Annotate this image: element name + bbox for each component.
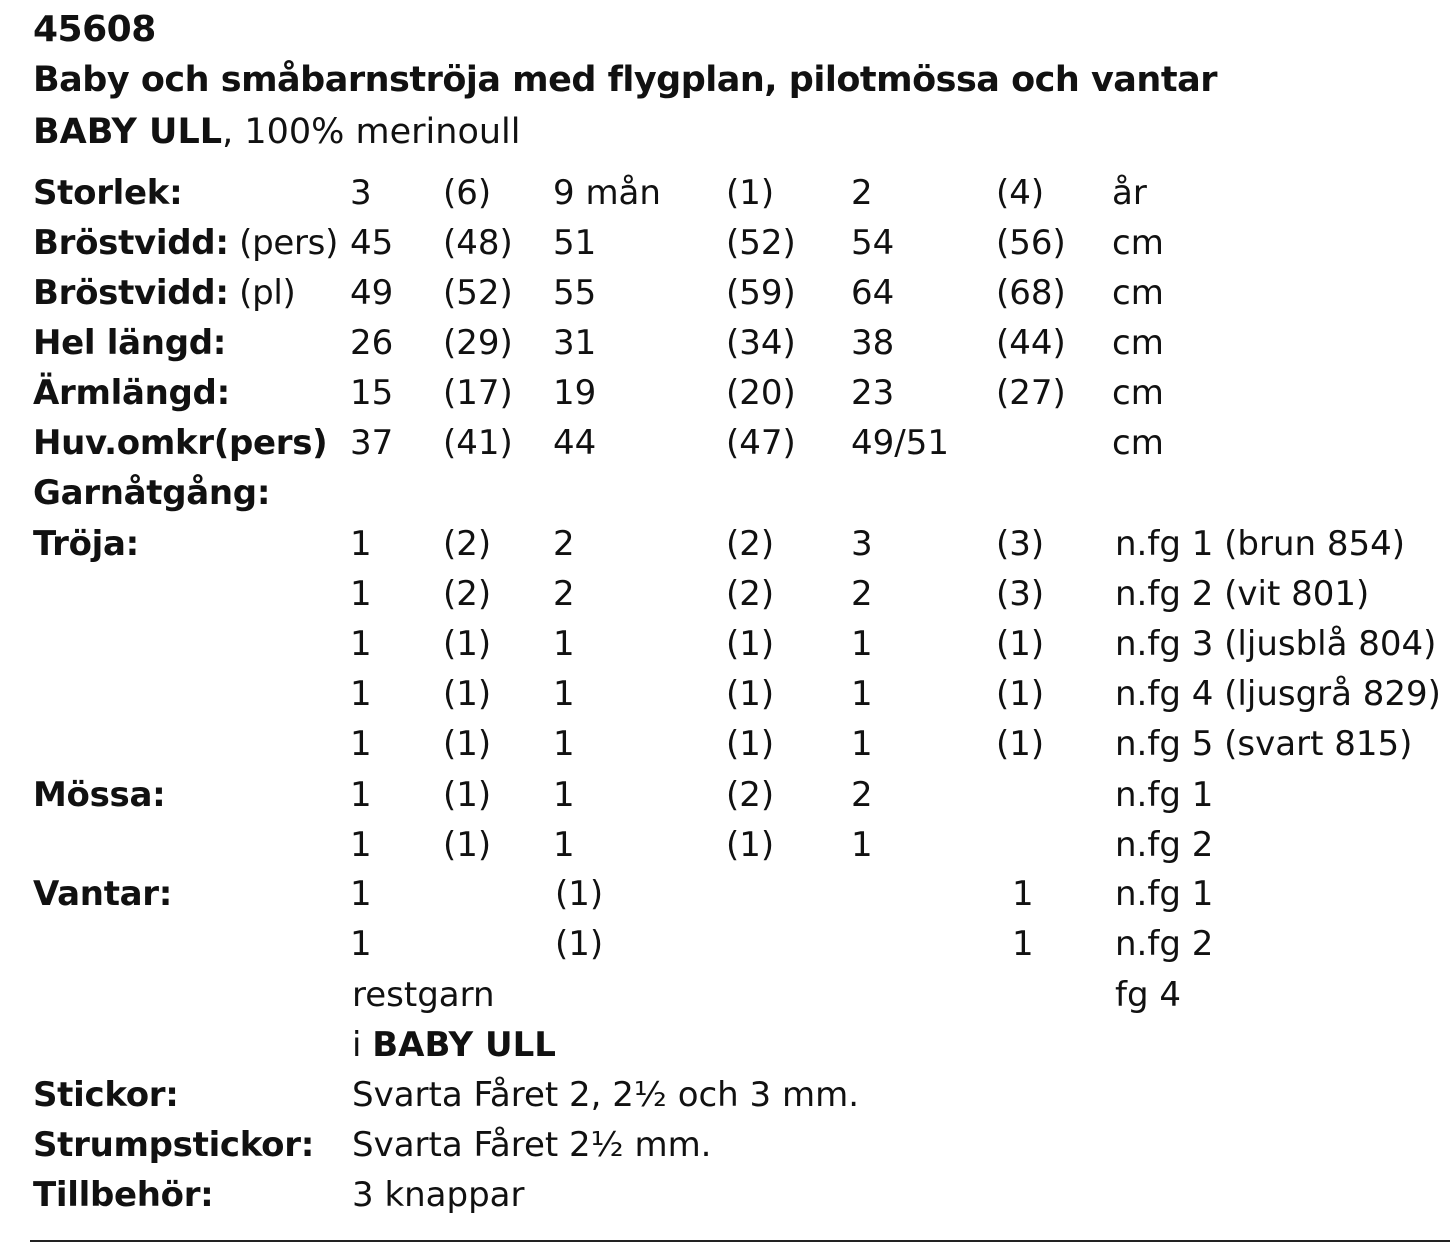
hat-yarn-row xyxy=(0,770,1455,820)
measure-value: 15 xyxy=(350,373,394,413)
yarn-color: n.fg 1 xyxy=(1115,775,1214,815)
yarn-amount: 1 xyxy=(350,775,372,815)
row-label: Tillbehör: xyxy=(33,1175,214,1215)
row-label: Huv.omkr(pers) xyxy=(33,423,328,463)
yarn-amount: 1 xyxy=(553,674,575,714)
measure-value: 23 xyxy=(851,373,895,413)
size-value: (4) xyxy=(996,173,1045,213)
row-label-sub: (pl) xyxy=(228,273,296,313)
yarn-amount: (1) xyxy=(726,825,775,865)
notions-row xyxy=(0,1170,1455,1220)
yarn-amount: 1 xyxy=(350,574,372,614)
unit: cm xyxy=(1112,423,1164,463)
sweater-yarn-row xyxy=(0,519,1455,569)
mittens-yarn-row xyxy=(0,919,1455,969)
measure-value: 31 xyxy=(553,323,597,363)
yarn-amount: (1) xyxy=(443,775,492,815)
unit: cm xyxy=(1112,223,1164,263)
measure-value: (29) xyxy=(443,323,513,363)
row-label: Tröja: xyxy=(33,524,139,564)
pattern-number: 45608 xyxy=(33,9,156,50)
yarn-amount: 1 xyxy=(1012,874,1034,914)
size-row xyxy=(0,168,1455,218)
row-label: Strumpstickor: xyxy=(33,1125,314,1165)
yarn-amount: 1 xyxy=(851,724,873,764)
measure-value: 19 xyxy=(553,373,597,413)
row-label xyxy=(33,218,338,268)
yarn-amount: (1) xyxy=(443,724,492,764)
yarn-amount: 1 xyxy=(553,624,575,664)
unit: cm xyxy=(1112,273,1164,313)
yarn-amount: (1) xyxy=(555,924,604,964)
measure-value: 26 xyxy=(350,323,394,363)
size-value: 3 xyxy=(350,173,372,213)
yarn-color: n.fg 4 (ljusgrå 829) xyxy=(1115,674,1441,714)
measure-value: (56) xyxy=(996,223,1066,263)
yarn-color: n.fg 2 xyxy=(1115,825,1214,865)
measure-value: 44 xyxy=(553,423,597,463)
unit: år xyxy=(1112,173,1147,213)
yarn-amount: (1) xyxy=(996,674,1045,714)
yarn-amount: 3 xyxy=(851,524,873,564)
yarn-amount: (1) xyxy=(555,874,604,914)
measure-value: (48) xyxy=(443,223,513,263)
yarn-name: BABY ULL xyxy=(33,112,223,152)
measure-value: (27) xyxy=(996,373,1066,413)
measure-value: (20) xyxy=(726,373,796,413)
yarn-amount: (3) xyxy=(996,524,1045,564)
sweater-yarn-row xyxy=(0,719,1455,769)
head-circumference-row xyxy=(0,418,1455,468)
yarn-amount: (2) xyxy=(726,574,775,614)
measure-value: 64 xyxy=(851,273,895,313)
yarn-amount: 1 xyxy=(553,724,575,764)
brand-name: BABY ULL xyxy=(372,1025,556,1065)
yarn-amount: (1) xyxy=(996,624,1045,664)
yarn-amount: (1) xyxy=(443,674,492,714)
measure-value: (68) xyxy=(996,273,1066,313)
yarn-line xyxy=(33,110,521,154)
yarn-amount: 1 xyxy=(851,825,873,865)
yarn-amount: (2) xyxy=(726,775,775,815)
needles-row xyxy=(0,1070,1455,1120)
unit: cm xyxy=(1112,373,1164,413)
yarn-amount: 1 xyxy=(851,674,873,714)
yarn-color: n.fg 1 (brun 854) xyxy=(1115,524,1406,564)
chest-worn-row xyxy=(0,218,1455,268)
yarn-color: n.fg 2 xyxy=(1115,924,1214,964)
dpn-row xyxy=(0,1120,1455,1170)
yarn-amount: 2 xyxy=(851,574,873,614)
yarn-amount: 1 xyxy=(350,874,372,914)
sweater-yarn-row xyxy=(0,619,1455,669)
yarn-amount: 1 xyxy=(350,825,372,865)
measure-value: (44) xyxy=(996,323,1066,363)
yarn-amount: 1 xyxy=(1012,924,1034,964)
yarn-color: n.fg 3 (ljusblå 804) xyxy=(1115,624,1437,664)
row-label xyxy=(33,268,296,318)
hat-yarn-row xyxy=(0,820,1455,870)
leftover-yarn-row xyxy=(0,970,1455,1020)
notions-value: 3 knappar xyxy=(352,1175,525,1215)
mittens-yarn-row xyxy=(0,869,1455,919)
size-value: 2 xyxy=(851,173,873,213)
in-text: i xyxy=(352,1025,373,1065)
row-label-main: Bröstvidd: xyxy=(33,223,229,263)
total-length-row xyxy=(0,318,1455,368)
leftover-yarn-brand-row xyxy=(0,1020,1455,1070)
measure-value: 49/51 xyxy=(851,423,949,463)
yarn-color: fg 4 xyxy=(1115,975,1181,1015)
yarn-amount: 1 xyxy=(851,624,873,664)
measure-value: 37 xyxy=(350,423,394,463)
measure-value: 45 xyxy=(350,223,394,263)
measure-value: 49 xyxy=(350,273,394,313)
yarn-amount: 2 xyxy=(553,524,575,564)
yarn-amount: 1 xyxy=(553,775,575,815)
yarn-amount: (1) xyxy=(443,825,492,865)
pattern-title: Baby och småbarnströja med flygplan, pilotmössa och vantar xyxy=(33,60,1217,100)
yarn-amount: (1) xyxy=(726,624,775,664)
sleeve-length-row xyxy=(0,368,1455,418)
leftover-yarn-text: restgarn xyxy=(352,975,495,1015)
row-label-main: Bröstvidd: xyxy=(33,273,229,313)
yarn-amount: 1 xyxy=(350,624,372,664)
yarn-amount: 1 xyxy=(350,924,372,964)
yarn-amount: 1 xyxy=(350,524,372,564)
yarn-amount: 2 xyxy=(553,574,575,614)
row-label: Vantar: xyxy=(33,874,173,914)
yarn-amount: (2) xyxy=(443,524,492,564)
size-value: (6) xyxy=(443,173,492,213)
measure-value: (41) xyxy=(443,423,513,463)
yarn-amount: (2) xyxy=(726,524,775,564)
size-value: (1) xyxy=(726,173,775,213)
measure-value: 51 xyxy=(553,223,597,263)
yarn-amount: (1) xyxy=(726,724,775,764)
measure-value: 55 xyxy=(553,273,597,313)
row-label: Mössa: xyxy=(33,775,166,815)
measure-value: (34) xyxy=(726,323,796,363)
needles-value: Svarta Fåret 2, 2½ och 3 mm. xyxy=(352,1075,860,1115)
measure-value: 54 xyxy=(851,223,895,263)
yarn-description: , 100% merinoull xyxy=(222,112,521,152)
dpn-value: Svarta Fåret 2½ mm. xyxy=(352,1125,712,1165)
measure-value: 38 xyxy=(851,323,895,363)
bottom-divider xyxy=(30,1240,1450,1242)
measure-value: (52) xyxy=(443,273,513,313)
unit: cm xyxy=(1112,323,1164,363)
row-label: Stickor: xyxy=(33,1075,179,1115)
yarn-amount: (3) xyxy=(996,574,1045,614)
yarn-amount: (1) xyxy=(726,674,775,714)
row-label: Ärmlängd: xyxy=(33,373,230,413)
chest-garment-row xyxy=(0,268,1455,318)
yarn-amount: (2) xyxy=(443,574,492,614)
measure-value: (17) xyxy=(443,373,513,413)
yarn-amount: 1 xyxy=(553,825,575,865)
measure-value: (47) xyxy=(726,423,796,463)
leftover-yarn-brand xyxy=(352,1020,556,1070)
yarn-amount: 2 xyxy=(851,775,873,815)
yarn-amount: 1 xyxy=(350,724,372,764)
yarn-heading: Garnåtgång: xyxy=(33,473,271,513)
yarn-color: n.fg 5 (svart 815) xyxy=(1115,724,1413,764)
yarn-color: n.fg 2 (vit 801) xyxy=(1115,574,1370,614)
sweater-yarn-row xyxy=(0,669,1455,719)
sweater-yarn-row xyxy=(0,569,1455,619)
row-label: Storlek: xyxy=(33,173,183,213)
size-value: 9 mån xyxy=(553,173,661,213)
yarn-heading-row xyxy=(0,468,1455,518)
yarn-color: n.fg 1 xyxy=(1115,874,1214,914)
yarn-amount: (1) xyxy=(443,624,492,664)
row-label: Hel längd: xyxy=(33,323,227,363)
yarn-amount: 1 xyxy=(350,674,372,714)
row-label-sub: (pers) xyxy=(228,223,339,263)
yarn-amount: (1) xyxy=(996,724,1045,764)
measure-value: (59) xyxy=(726,273,796,313)
measure-value: (52) xyxy=(726,223,796,263)
